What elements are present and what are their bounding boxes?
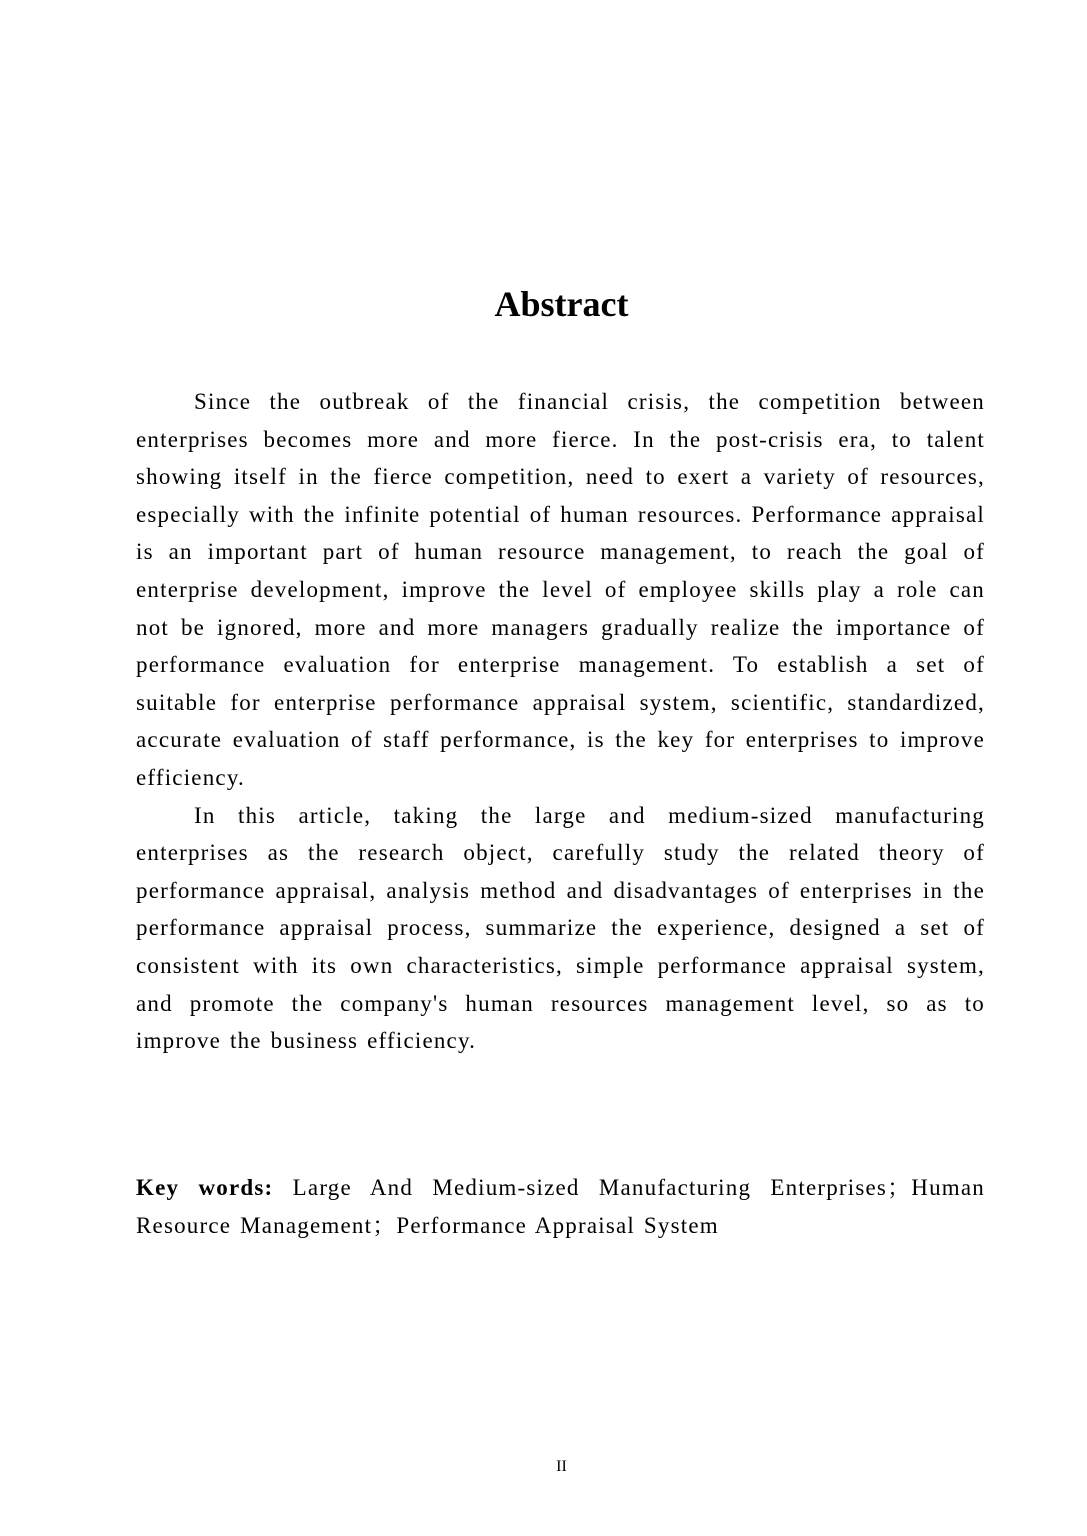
- keywords-line: [136, 1169, 985, 1244]
- page-number: II: [556, 1458, 567, 1475]
- keywords-text: Large And Medium-sized Manufacturing Enterprises；Human Resource Management；Performance Appraisal System: [136, 1175, 985, 1238]
- abstract-paragraph-2: In this article, taking the large and medium-sized manufacturing enterprises as the research object, carefully study the related theory of performance appraisal, analysis method and disadvantages of enterprises in the performance appraisal process, summarize the experience, designed a set of consistent with its own characteristics, simple performance appraisal system, and promote the company's human resources management level, so as to improve the business efficiency.: [136, 802, 985, 1054]
- abstract-body: [136, 383, 985, 1060]
- abstract-title: Abstract: [494, 284, 629, 324]
- keywords-label: Key words:: [136, 1175, 274, 1200]
- abstract-paragraph-1: Since the outbreak of the financial crisis, the competition between enterprises becomes more and more fierce. In the post-crisis era, to talent showing itself in the fierce competition, need to exert a variety of resources, especially with the infinite potential of human resources. Performance appraisal is an important part of human resource management, to reach the goal of enterprise development, improve the level of employee skills play a role can not be ignored, more and more managers gradually realize the importance of performance evaluation for enterprise management. To establish a set of suitable for enterprise performance appraisal system, scientific, standardized, accurate evaluation of staff performance, is the key for enterprises to improve efficiency.: [136, 389, 985, 790]
